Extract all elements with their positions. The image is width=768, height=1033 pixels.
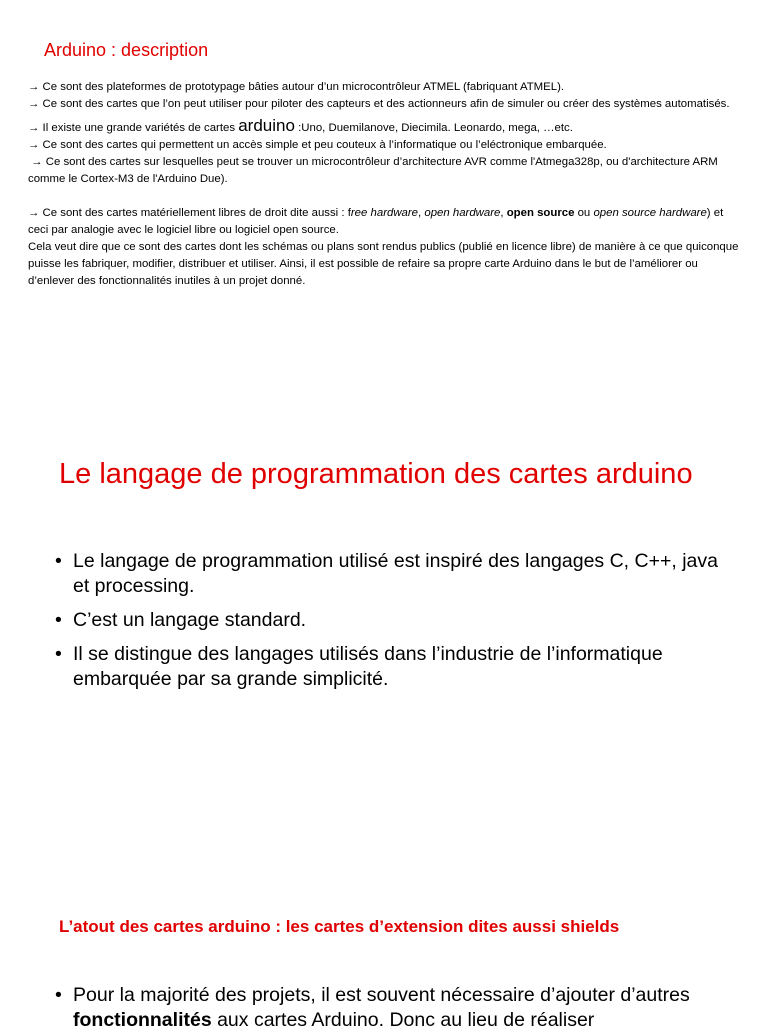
arrow-icon: → [28, 122, 40, 134]
description-paragraph: → Ce sont des cartes qui permettent un accès simple et peu couteux à l’informatique ou l’eléctronique embarquée. [28, 139, 607, 151]
list-item: • C’est un langage standard. [55, 609, 307, 631]
description-paragraph: → Ce sont des cartes que l’on peut utiliser pour piloter des capteurs et des actionneurs afin de simuler ou créer des systèmes automatisés. [28, 98, 730, 110]
bullet-icon: • [55, 984, 62, 1006]
section-title: Le langage de programmation des cartes arduino [59, 458, 693, 490]
description-block [28, 79, 743, 290]
bullet-icon: • [55, 643, 62, 665]
arduino-word: arduino [238, 116, 295, 135]
arrow-icon: → [28, 98, 40, 110]
description-paragraph: → Ce sont des cartes sur lesquelles peut se trouver un microcontrôleur d’architecture AVR comme l'Atmega328p, ou d'architecture ARM comme le Cortex-M3 de l'Arduino Due). [28, 156, 718, 185]
arrow-icon: → [28, 139, 40, 151]
description-paragraph: → Il existe une grande variétés de cartes arduino :Uno, Duemilanove, Diecimila. Leonardo, mega, …etc. [28, 116, 573, 135]
bullet-icon: • [55, 550, 62, 572]
arrow-icon: → [28, 207, 40, 219]
list-item: • Le langage de programmation utilisé est inspiré des langages C, C++, java et processing. [55, 550, 718, 597]
bullet-list [55, 549, 735, 701]
shields-title: L’atout des cartes arduino : les cartes d’extension dites aussi shields [59, 917, 620, 936]
description-paragraph: → Ce sont des plateformes de prototypage bâties autour d’un microcontrôleur ATMEL (fabriquant ATMEL). [28, 81, 565, 93]
bullet-icon: • [55, 609, 62, 631]
list-item: • Il se distingue des langages utilisés dans l’industrie de l’informatique embarquée par sa grande simplicité. [55, 643, 663, 690]
description-paragraph: Cela veut dire que ce sont des cartes dont les schémas ou plans sont rendus publics (publié en licence libre) de manière à ce que quiconque puisse les fabriquer, modifier, distribuer et utiliser. Ainsi, il est possible de refaire sa propre carte Arduino dans le but de l’améliorer ou d’enlever des fonctionnalités inutiles à un projet donné. [28, 241, 739, 287]
shields-bullet-list [55, 983, 755, 1033]
description-paragraph: → Ce sont des cartes matériellement libres de droit dite aussi : free hardware, open hardware, open source ou open source hardware) et ceci par analogie avec le logiciel libre ou logiciel open source. [28, 207, 724, 236]
list-item: • Pour la majorité des projets, il est souvent nécessaire d’ajouter d’autres fonctionnalités aux cartes Arduino. Donc au lieu de réaliser [55, 984, 690, 1031]
description-title: Arduino : description [44, 40, 209, 60]
arrow-icon: → [28, 81, 40, 93]
arrow-icon: → [31, 156, 43, 168]
